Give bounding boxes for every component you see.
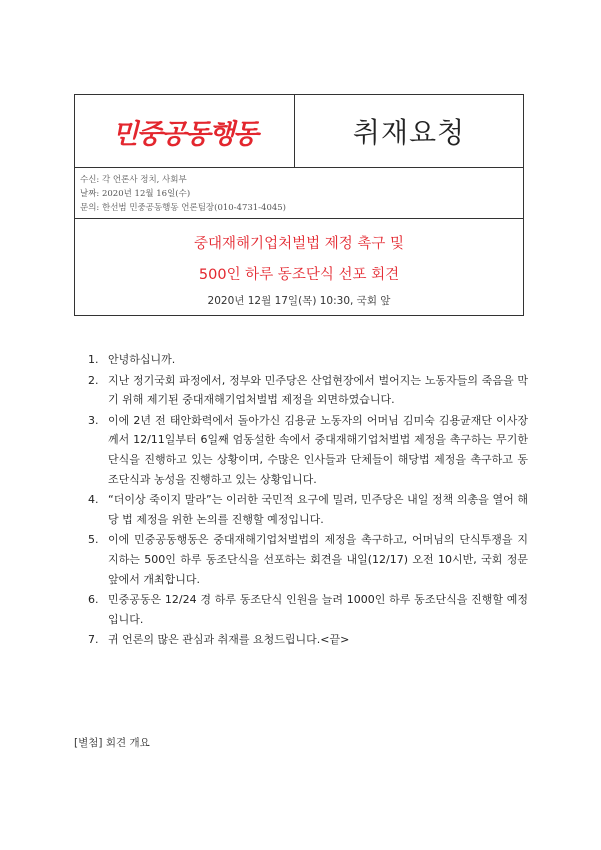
item-text: “더이상 죽이지 말라”는 이러한 국민적 요구에 밀려, 민주당은 내일 정책 의총을 열어 해당 법 제정을 위한 논의를 진행할 예정입니다. <box>108 493 528 526</box>
item-number: 3. <box>88 413 99 427</box>
list-item <box>88 630 528 650</box>
meta-date: 날짜: 2020년 12월 16일(수) <box>80 189 191 199</box>
item-text: 안녕하십니까. <box>108 353 176 366</box>
item-number: 4. <box>88 493 99 507</box>
event-datetime: 2020년 12월 17일(목) 10:30, 국회 앞 <box>207 295 391 307</box>
list-item <box>88 590 528 629</box>
headline-line-1: 중대재해기업처벌법 제정 촉구 및 <box>194 236 404 252</box>
item-number: 5. <box>88 533 99 547</box>
list-item <box>88 371 528 410</box>
list-item <box>88 530 528 589</box>
headline-box <box>74 218 524 316</box>
organization-logo: 민중공동행동 <box>112 118 257 150</box>
item-number: 1. <box>88 353 99 366</box>
attachment-note: [별첨] 회견 개요 <box>74 737 150 749</box>
list-item <box>88 490 528 529</box>
list-item <box>88 350 528 370</box>
body-list <box>88 350 528 651</box>
item-text: 지난 정기국회 파정에서, 정부와 민주당은 산업현장에서 벌어지는 노동자들의 죽음을 막기 위해 제기된 중대재해기업처벌법 제정을 외면하였습니다. <box>108 373 528 407</box>
headline-line-2: 500인 하루 동조단식 선포 회견 <box>198 267 400 283</box>
title-cell <box>295 95 523 167</box>
document-title: 취재요청 <box>352 116 466 149</box>
item-text: 민중공동은 12/24 경 하루 동조단식 인원을 늘려 1000인 하루 동조단식을 진행할 예정입니다. <box>108 593 528 626</box>
logo-cell <box>75 95 295 167</box>
meta-box <box>74 167 524 219</box>
item-number: 6. <box>88 593 99 607</box>
press-header <box>74 94 524 167</box>
meta-recipient: 수신: 각 언론사 정치, 사회부 <box>80 175 187 185</box>
item-number: 7. <box>88 633 99 647</box>
item-text: 이에 민중공동행동은 중대재해기업처벌법의 제정을 촉구하고, 어머님의 단식투쟁을 지지하는 500인 하루 동조단식을 선포하는 회견을 내일(12/17) 오전 10시반, 국회 정문 앞에서 개최합니다. <box>108 533 528 586</box>
meta-contact: 문의: 한선범 민중공동행동 언론팀장(010-4731-4045) <box>80 203 286 213</box>
item-text: 이에 2년 전 태안화력에서 돌아가신 김용균 노동자의 어머님 김미숙 김용균재단 이사장께서 12/11일부터 6일째 엄동설한 속에서 중대재해기업처벌법 제정을 촉구하는 무기한 단식을 진행하고 있는 상황이며, 수많은 인사들과 단체들이 해당법 제정을 촉구하고 동조단식과 농성을 진행하고 있는 상황입니다. <box>108 413 528 486</box>
list-item <box>88 411 528 489</box>
item-number: 2. <box>88 373 99 387</box>
item-text: 귀 언론의 많은 관심과 취재를 요청드립니다.<끝> <box>108 633 350 647</box>
